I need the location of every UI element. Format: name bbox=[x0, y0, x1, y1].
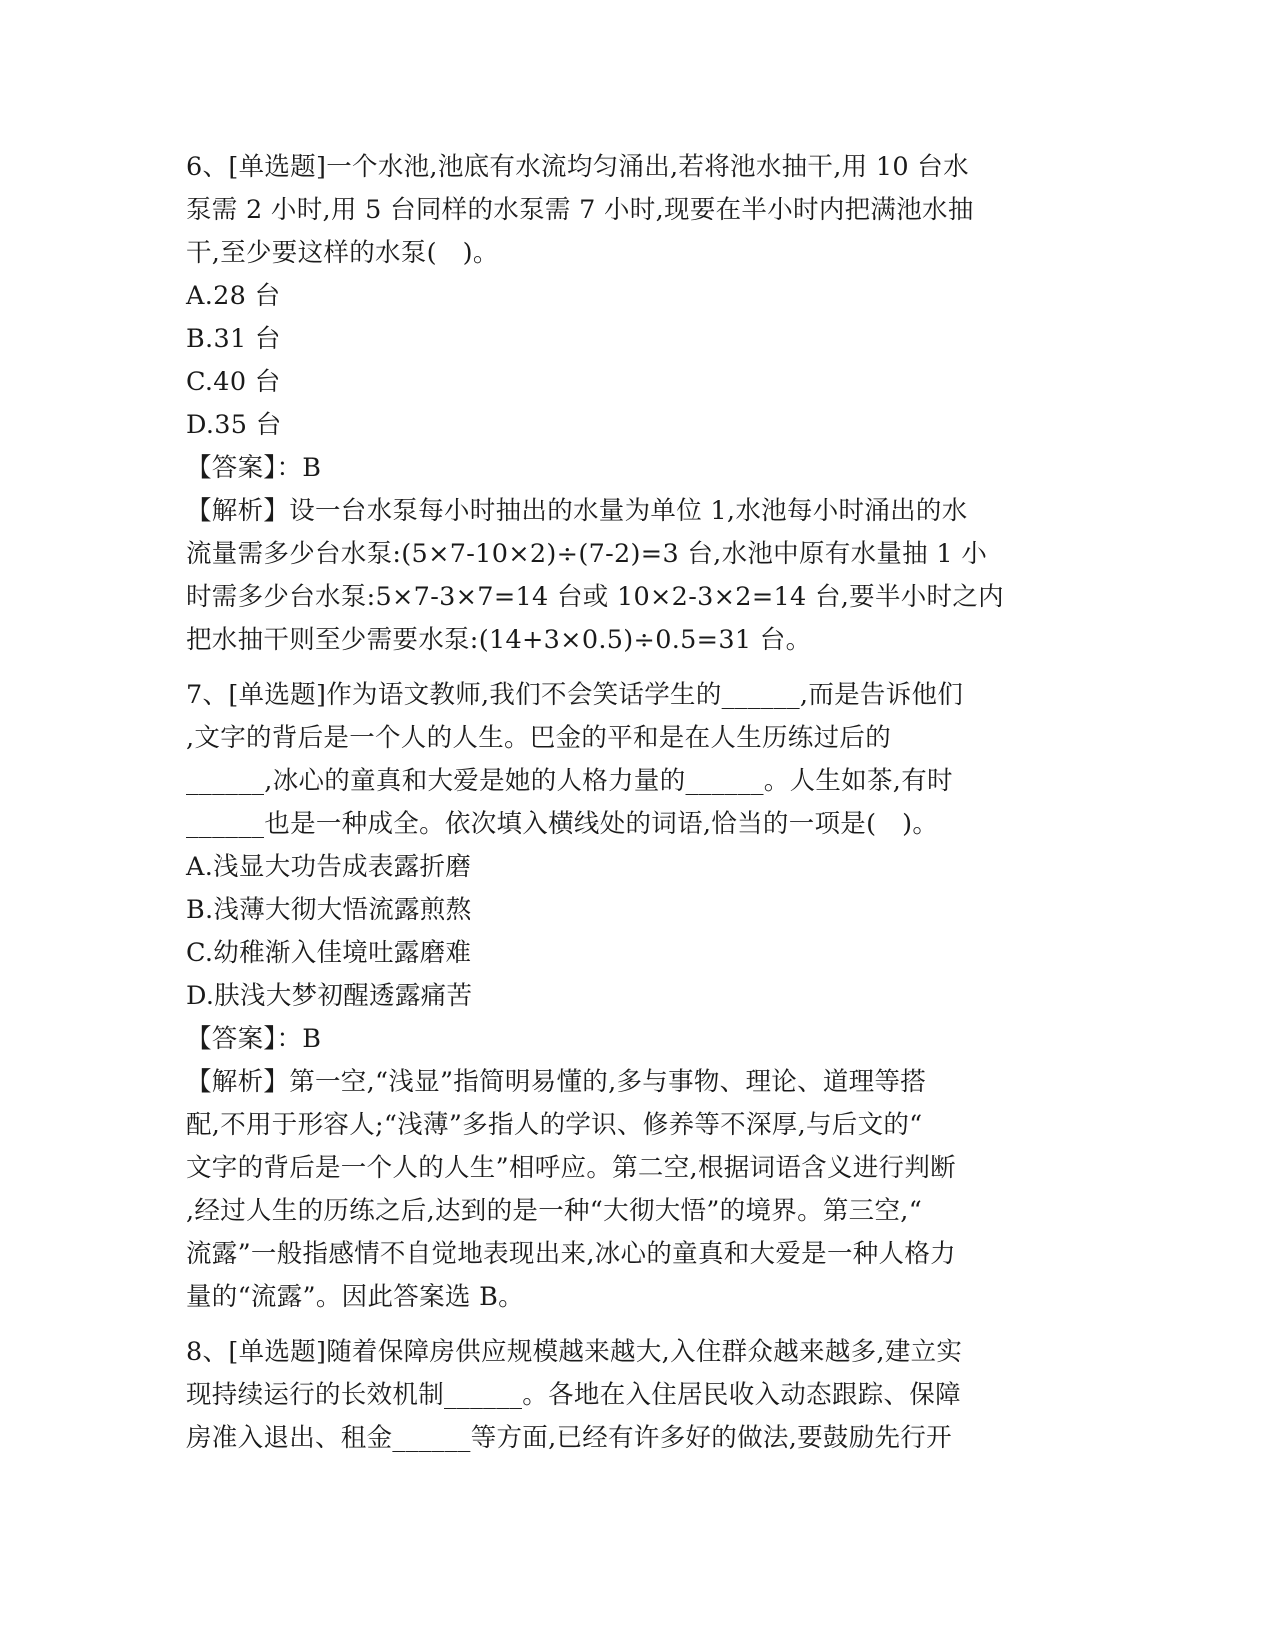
question-stem-line: 现持续运行的长效机制______。各地在入住居民收入动态跟踪、保障 bbox=[186, 1380, 961, 1410]
document-page bbox=[186, 146, 1086, 1460]
answer-line: 【答案】：B bbox=[186, 1024, 322, 1054]
question-stem-line: 房准入退出、租金______等方面,已经有许多好的做法,要鼓励先行开 bbox=[186, 1423, 952, 1453]
analysis-line: 【解析】设一台水泵每小时抽出的水量为单位 1,水池每小时涌出的水 bbox=[186, 496, 968, 526]
question-stem-line: ,文字的背后是一个人的人生。巴金的平和是在人生历练过后的 bbox=[186, 723, 892, 753]
question-6 bbox=[186, 146, 1086, 662]
question-stem-line: 8、[单选题]随着保障房供应规模越来越大,入住群众越来越多,建立实 bbox=[186, 1337, 963, 1367]
option-c: C.幼稚渐入佳境吐露磨难 bbox=[186, 938, 472, 968]
question-stem-line: ______,冰心的童真和大爱是她的人格力量的______。人生如茶,有时 bbox=[186, 766, 953, 796]
option-b: B.31 台 bbox=[186, 324, 281, 354]
option-a: A.28 台 bbox=[186, 281, 281, 311]
option-b: B.浅薄大彻大悟流露煎熬 bbox=[186, 895, 472, 925]
question-7 bbox=[186, 674, 1086, 1319]
question-spacer bbox=[186, 662, 1086, 674]
question-stem-line: 干,至少要这样的水泵( )。 bbox=[186, 238, 499, 268]
question-8 bbox=[186, 1331, 1086, 1460]
question-stem-line: 泵需 2 小时,用 5 台同样的水泵需 7 小时,现要在半小时内把满池水抽 bbox=[186, 195, 974, 225]
analysis-line: ,经过人生的历练之后,达到的是一种“大彻大悟”的境界。第三空,“ bbox=[186, 1196, 923, 1226]
analysis-line: 时需多少台水泵:5×7-3×7=14 台或 10×2-3×2=14 台,要半小时之内 bbox=[186, 582, 1004, 612]
question-stem-line: 6、[单选题]一个水池,池底有水流均匀涌出,若将池水抽干,用 10 台水 bbox=[186, 152, 969, 182]
option-d: D.肤浅大梦初醒透露痛苦 bbox=[186, 981, 473, 1011]
answer-line: 【答案】：B bbox=[186, 453, 322, 483]
question-stem-line: ______也是一种成全。依次填入横线处的词语,恰当的一项是( )。 bbox=[186, 809, 939, 839]
analysis-line: 【解析】第一空,“浅显”指简明易懂的,多与事物、理论、道理等搭 bbox=[186, 1067, 927, 1097]
question-spacer bbox=[186, 1319, 1086, 1331]
question-stem-line: 7、[单选题]作为语文教师,我们不会笑话学生的______,而是告诉他们 bbox=[186, 680, 964, 710]
analysis-line: 文字的背后是一个人的人生”相呼应。第二空,根据词语含义进行判断 bbox=[186, 1153, 956, 1183]
option-c: C.40 台 bbox=[186, 367, 281, 397]
analysis-line: 量的“流露”。因此答案选 B。 bbox=[186, 1282, 524, 1312]
analysis-line: 配,不用于形容人;“浅薄”多指人的学识、修养等不深厚,与后文的“ bbox=[186, 1110, 923, 1140]
analysis-line: 把水抽干则至少需要水泵:(14+3×0.5)÷0.5=31 台。 bbox=[186, 625, 812, 655]
option-d: D.35 台 bbox=[186, 410, 282, 440]
option-a: A.浅显大功告成表露折磨 bbox=[186, 852, 472, 882]
analysis-line: 流量需多少台水泵:(5×7-10×2)÷(7-2)=3 台,水池中原有水量抽 1 小 bbox=[186, 539, 988, 569]
analysis-line: 流露”一般指感情不自觉地表现出来,冰心的童真和大爱是一种人格力 bbox=[186, 1239, 956, 1269]
